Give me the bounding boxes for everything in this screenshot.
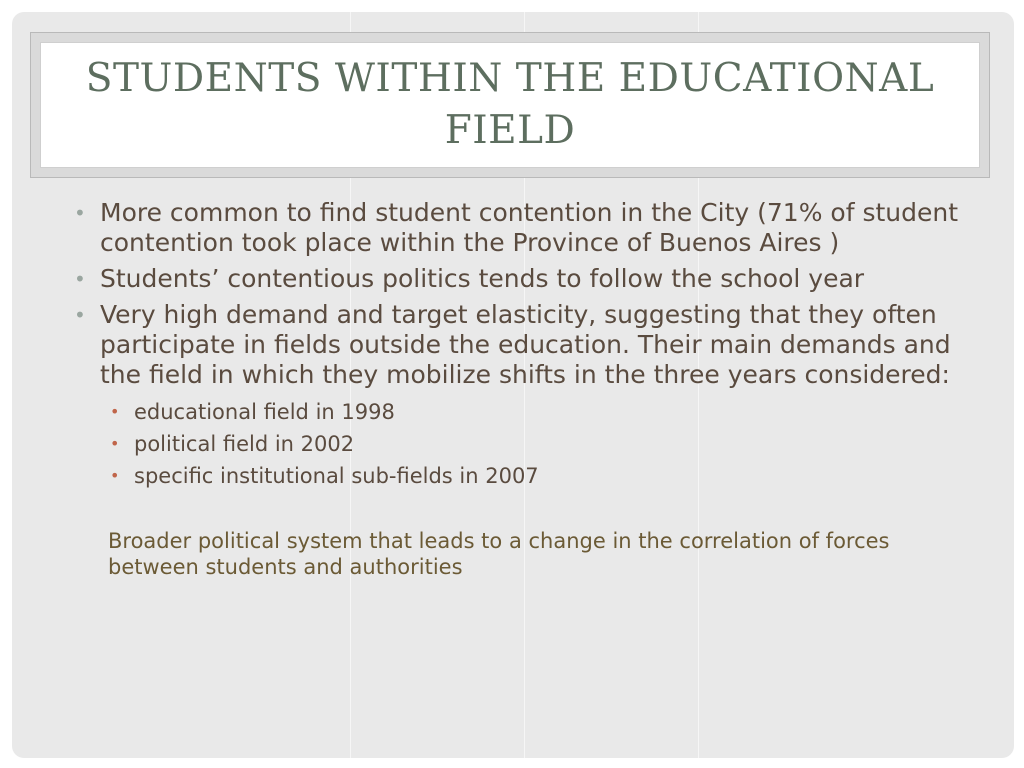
title-box: [40, 42, 980, 168]
content-area: [70, 198, 970, 580]
bullet-icon: •: [74, 303, 86, 327]
sub-bullet-text: political field in 2002: [134, 432, 355, 456]
title-frame: [30, 32, 990, 178]
bullet-icon: •: [74, 267, 86, 291]
bullet-item: [70, 300, 970, 390]
sub-bullet-item: [70, 428, 970, 460]
bullet-item: [70, 264, 970, 294]
sub-bullet-item: [70, 460, 970, 492]
slide-title: STUDENTS WITHIN THE EDUCATIONAL FIELD: [85, 56, 935, 153]
sub-bullet-text: specific institutional sub-fields in 2007: [134, 464, 539, 488]
sub-bullet-item: [70, 396, 970, 428]
sub-bullet-list: [70, 396, 970, 492]
sub-bullet-icon: •: [110, 466, 120, 485]
note-text: Broader political system that leads to a change in the correlation of forces between students and authorities: [108, 529, 890, 579]
sub-bullet-text: educational field in 1998: [134, 400, 395, 424]
bullet-text: Students’ contentious politics tends to follow the school year: [100, 264, 865, 293]
bullet-item: [70, 198, 970, 258]
bullet-icon: •: [74, 201, 86, 225]
sub-bullet-icon: •: [110, 434, 120, 453]
sub-bullet-icon: •: [110, 402, 120, 421]
slide: [12, 12, 1014, 758]
bullet-text: More common to find student contention in the City (71% of student contention took place within the Province of Buenos Aires ): [100, 198, 959, 257]
bullet-text: Very high demand and target elasticity, suggesting that they often participate in fields outside the education. Their main demands and the field in which they mobilize shifts in the three years considered:: [100, 300, 951, 389]
